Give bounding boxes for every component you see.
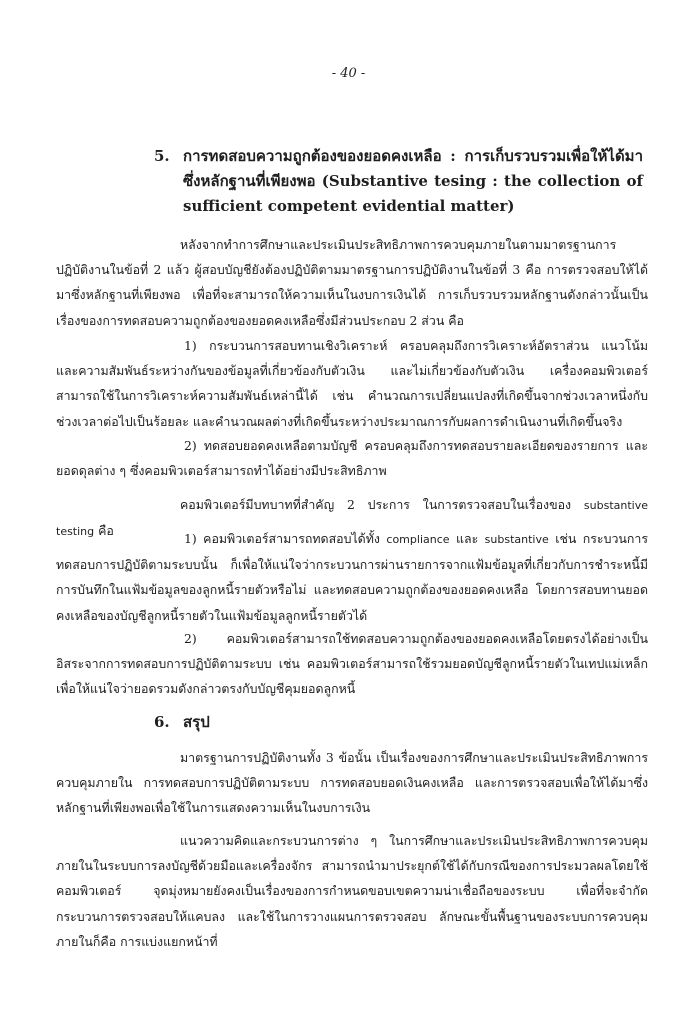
item-2-balance-test: 2) ทดสอบยอดคงเหลือตามบัญชี ครอบคลุมถึงการทดสอบรายละเอียดของรายการ และยอดดุลต่าง ๆ ซึ่งคอมพิวเตอร์สามารถทำได้อย่างมีประสิทธิภาพ: [56, 438, 648, 479]
role-1-compliance: compliance: [386, 533, 450, 546]
section-5-title: การทดสอบความถูกต้องของยอดคงเหลือ : การเก็บรวบรวมเพื่อให้ได้มาซึ่งหลักฐานที่เพียงพอ (Substantive tesing : the collection of sufficient competent evidential matter): [183, 147, 643, 215]
role-1-pre: 1) คอมพิวเตอร์สามารถทดสอบได้ทั้ง: [184, 531, 380, 546]
role-2-paragraph: 2) คอมพิวเตอร์สามารถใช้ทดสอบความถูกต้องของยอดคงเหลือโดยตรงได้อย่างเป็นอิสระจากการทดสอบการปฏิบัติตามระบบ เช่น คอมพิวเตอร์สามารถใช้รวมยอดบัญชีลูกหนี้รายตัวในเทปแม่เหล็ก เพื่อให้แน่ใจว่ายอดรวมดังกล่าวตรงกับบัญชีคุมยอดลูกหนี้: [56, 631, 648, 697]
section-5-number: 5.: [154, 147, 170, 165]
role-1-paragraph: [56, 526, 648, 628]
section-6-number: 6.: [154, 713, 170, 731]
role-1-post: เช่น กระบวนการทดสอบการปฏิบัติตามระบบนั้น ก็เพื่อให้แน่ใจว่ากระบวนการผ่านรายการจากแฟ้มข้อมูลที่เกี่ยวกับการชำระหนี้มีการบันทึกในแฟ้มข้อมูลของลูกหนี้รายตัวหรือไม่ และทดสอบความถูกต้องของยอดคงเหลือ โดยการสอบทานยอดคงเหลือของบัญชีลูกหนี้รายตัวในแฟ้มข้อมูลลูกหนี้รายตัวได้: [56, 531, 648, 623]
computer-role-post: คือ: [98, 523, 114, 539]
section-6-title: สรุป: [183, 713, 210, 731]
computer-role-en: substantive testing: [56, 499, 648, 539]
role-1-substantive: substantive: [484, 533, 549, 546]
page-number: - 40 -: [331, 66, 366, 81]
section-5-intro: หลังจากทำการศึกษาและประเมินประสิทธิภาพการควบคุมภายในตามมาตรฐานการปฏิบัติงานในข้อที่ 2 แล้ว ผู้สอบบัญชียังต้องปฏิบัติตามมาตรฐานการปฏิบัติงานในข้อที่ 3 คือ การตรวจสอบให้ได้มาซึ่งหลักฐานที่เพียงพอ เพื่อที่จะสามารถให้ความเห็นในงบการเงินได้ การเก็บรวบรวมหลักฐานดังกล่าวนั้นเป็นเรื่องของการทดสอบความถูกต้องของยอดคงเหลือซึ่งมีส่วนประกอบ 2 ส่วน คือ: [56, 237, 648, 328]
role-1-mid: และ: [455, 531, 479, 546]
item-1-analytical-review: 1) กระบวนการสอบทานเชิงวิเคราะห์ ครอบคลุมถึงการวิเคราะห์อัตราส่วน แนวโน้ม และความสัมพันธ์ระหว่างกันของข้อมูลที่เกี่ยวข้องกับตัวเงิน และไม่เกี่ยวข้องกับตัวเงิน เครื่องคอมพิวเตอร์สามารถใช้ในการวิเคราะห์ความสัมพันธ์เหล่านี้ได้ เช่น คำนวณการเปลี่ยนแปลงที่เกิดขึ้นจากช่วงเวลาหนึ่งกับช่วงเวลาต่อไปเป็นร้อยละ และคำนวณผลต่างที่เกิดขึ้นระหว่างประมาณการกับผลการดำเนินงานที่เกิดขึ้นจริง: [56, 338, 648, 429]
computer-role-pre: คอมพิวเตอร์มีบทบาทที่สำคัญ 2 ประการ ในการตรวจสอบในเรื่องของ: [180, 497, 572, 512]
section-5-heading: [0, 144, 697, 224]
section-6-paragraph-2: แนวความคิดและกระบวนการต่าง ๆ ในการศึกษาและประเมินประสิทธิภาพการควบคุมภายในในระบบการลงบัญชีด้วยมือและเครื่องจักร สามารถนำมาประยุกต์ใช้ได้กับกรณีของการประมวลผลโดยใช้คอมพิวเตอร์ จุดมุ่งหมายยังคงเป็นเรื่องของการกำหนดขอบเขตความน่าเชื่อถือของระบบ เพื่อที่จะจำกัดกระบวนการตรวจสอบให้แคบลง และใช้ในการวางแผนการตรวจสอบ ลักษณะขั้นพื้นฐานของระบบการควบคุมภายในก็คือ การแบ่งแยกหน้าที่: [56, 833, 648, 949]
section-6-paragraph-1: มาตรฐานการปฏิบัติงานทั้ง 3 ข้อนั้น เป็นเรื่องของการศึกษาและประเมินประสิทธิภาพการควบคุมภายใน การทดสอบการปฏิบัติตามระบบ การทดสอบยอดเงินคงเหลือ และการตรวจสอบเพื่อให้ได้มาซึ่งหลักฐานที่เพียงพอเพื่อใช้ในการแสดงความเห็นในงบการเงิน: [56, 750, 648, 816]
section-6-heading: [0, 710, 697, 738]
